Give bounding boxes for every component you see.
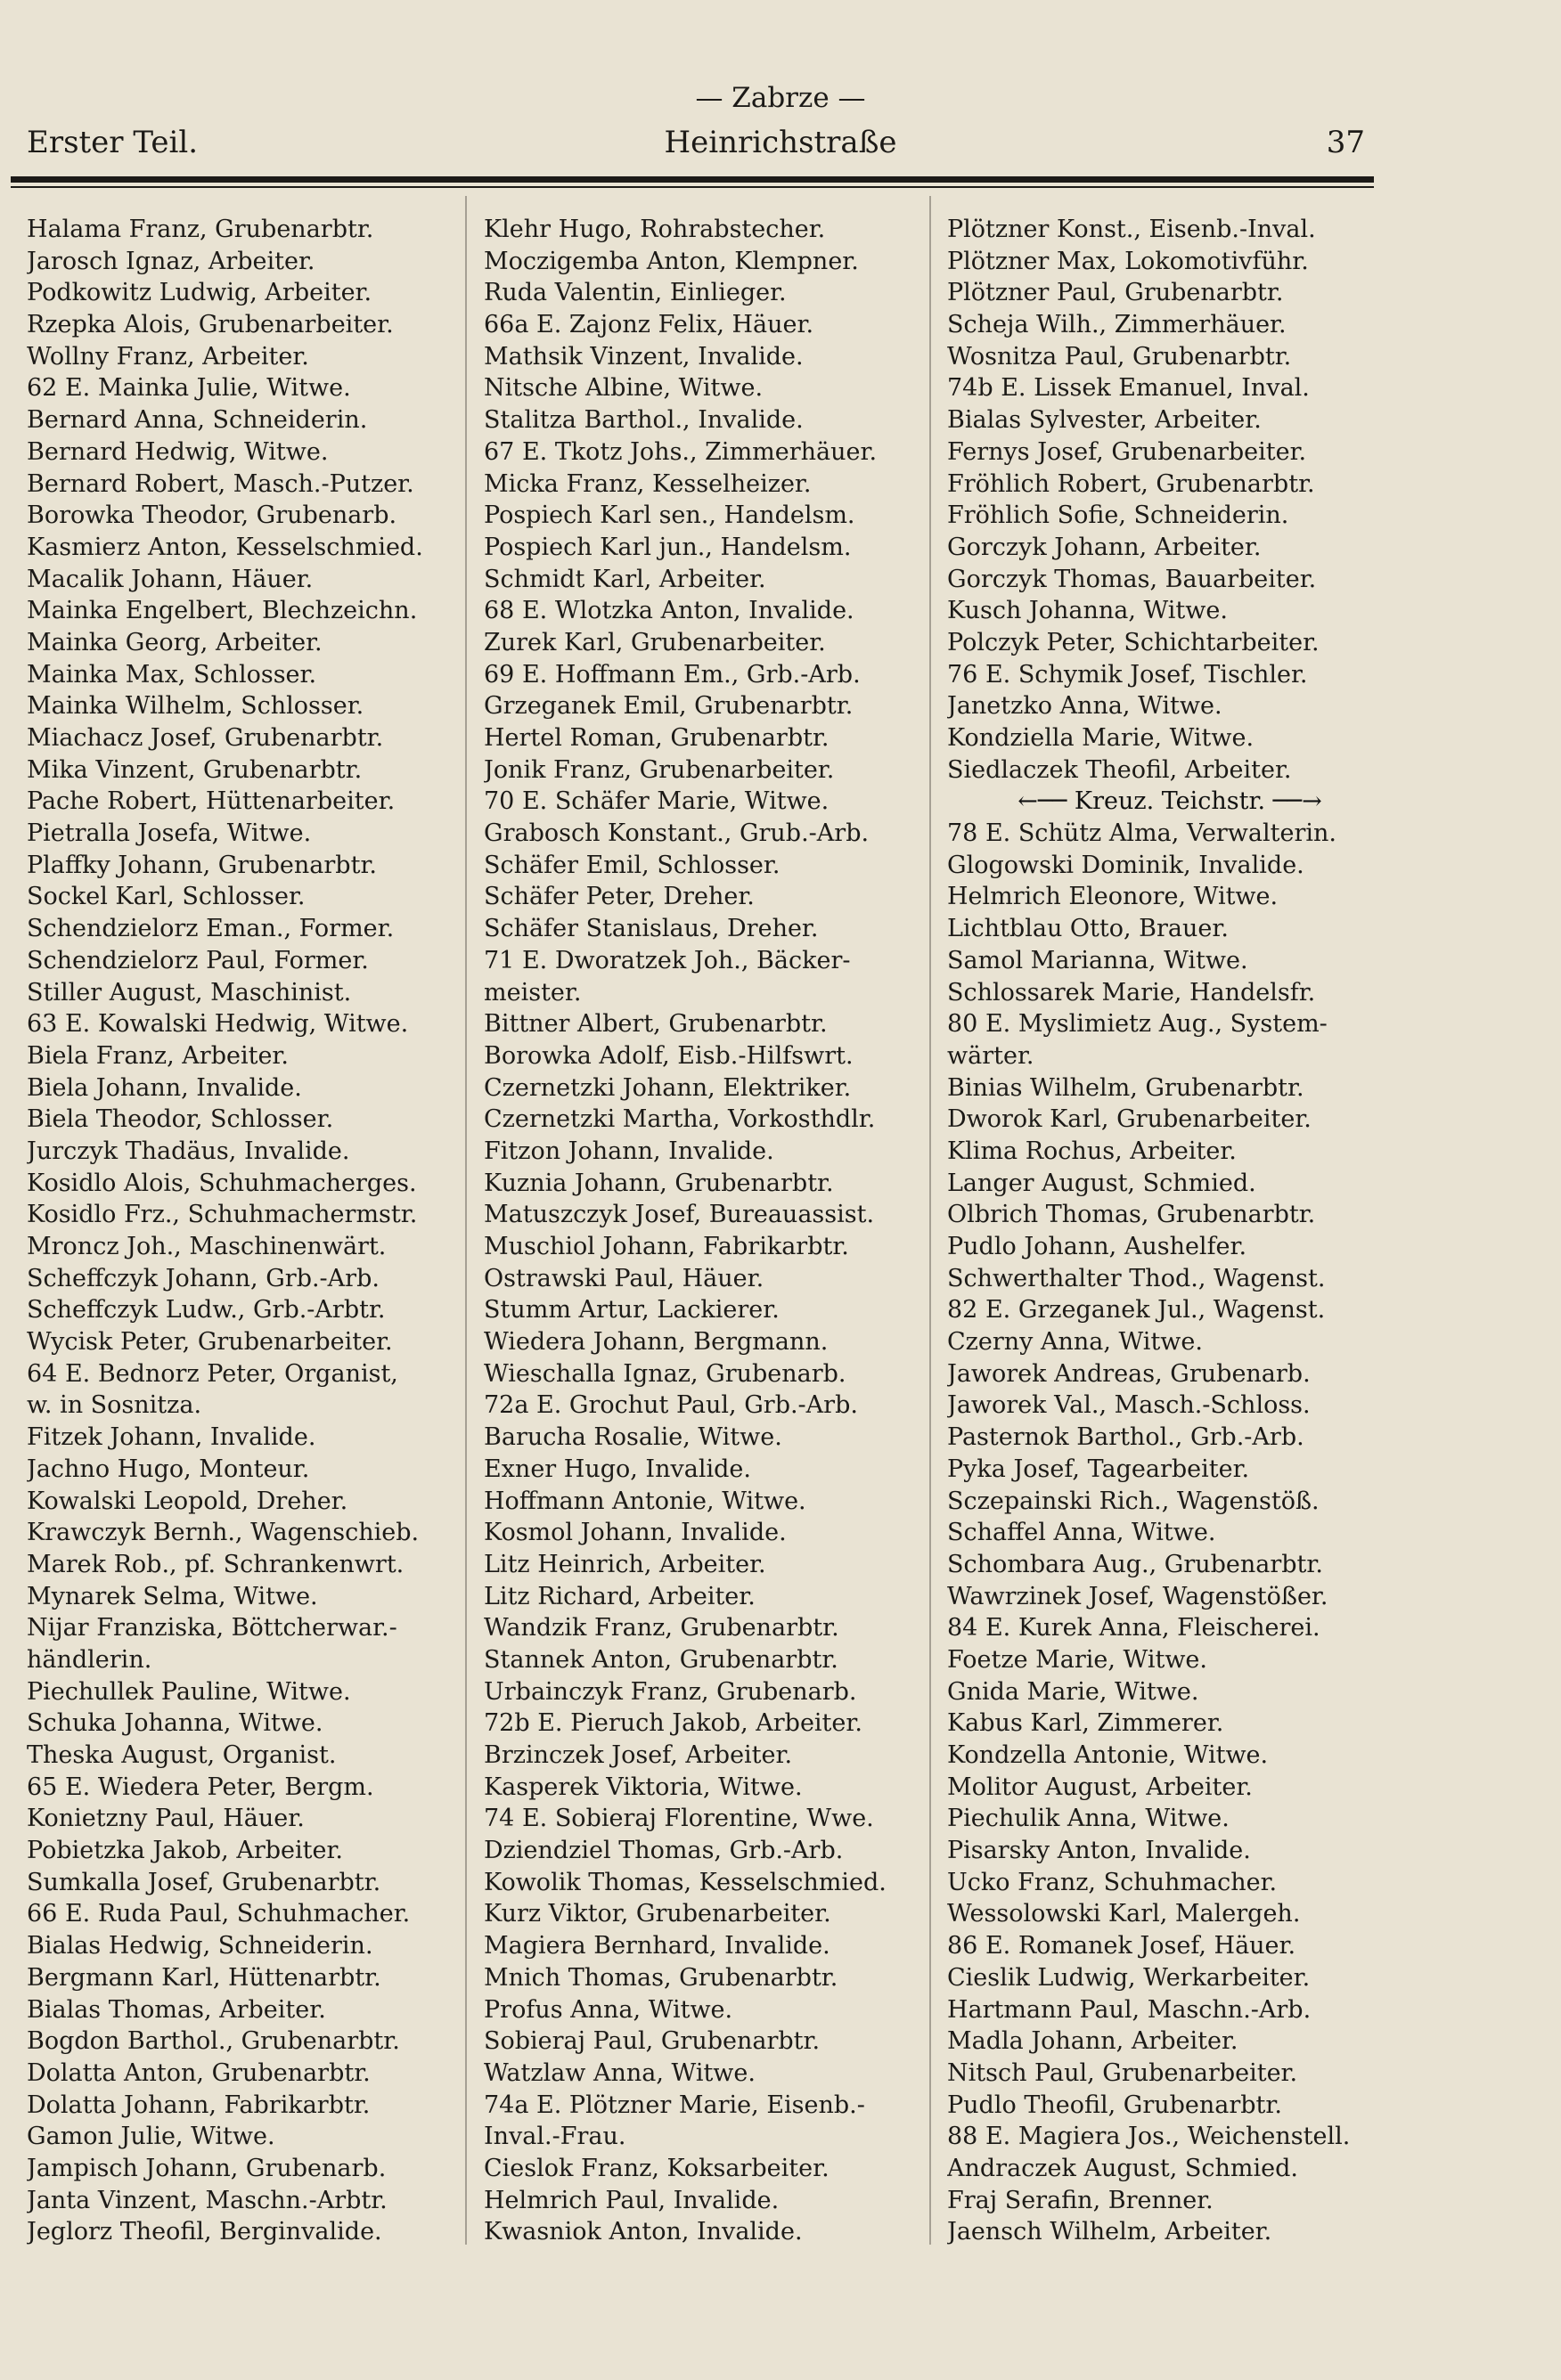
directory-entry: 78 E. Schütz Alma, Verwalterin.: [947, 819, 1336, 848]
directory-entry: Foetze Marie, Witwe.: [947, 1645, 1207, 1674]
directory-entry: Jonik Franz, Grubenarbeiter.: [484, 755, 835, 784]
directory-entry: Dolatta Anton, Grubenarbtr.: [27, 2058, 371, 2087]
directory-entry: Kosmol Johann, Invalide.: [484, 1519, 787, 1547]
directory-entry: Hertel Roman, Grubenarbtr.: [484, 724, 830, 752]
directory-entry: Jarosch Ignaz, Arbeiter.: [27, 247, 315, 275]
directory-entry: Olbrich Thomas, Grubenarbtr.: [947, 1201, 1316, 1229]
directory-entry: Wiedera Johann, Bergmann.: [484, 1328, 829, 1357]
directory-entry: Schwerthalter Thod., Wagenst.: [947, 1264, 1326, 1292]
directory-entry: Gorczyk Johann, Arbeiter.: [947, 533, 1262, 561]
column-divider: [929, 196, 931, 2245]
directory-entry: Kwasniok Anton, Invalide.: [484, 2218, 803, 2246]
directory-entry: Mainka Wilhelm, Schlosser.: [27, 692, 364, 721]
directory-entry: 66 E. Ruda Paul, Schuhmacher.: [27, 1900, 411, 1928]
directory-entry: Scheffczyk Ludw., Grb.-Arbtr.: [27, 1296, 386, 1324]
directory-entry: Binias Wilhelm, Grubenarbtr.: [947, 1073, 1304, 1102]
directory-entry: Kurz Viktor, Grubenarbeiter.: [484, 1900, 831, 1928]
directory-entry: Magiera Bernhard, Invalide.: [484, 1932, 830, 1960]
directory-entry: Schendzielorz Paul, Former.: [27, 946, 369, 974]
directory-entry: 70 E. Schäfer Marie, Witwe.: [484, 787, 830, 816]
directory-entry: Schäfer Stanislaus, Dreher.: [484, 915, 819, 943]
directory-entry: Inval.-Frau.: [484, 2123, 626, 2151]
directory-entry: Janta Vinzent, Maschn.-Arbtr.: [27, 2186, 388, 2214]
directory-entry: Piechulik Anna, Witwe.: [947, 1805, 1230, 1833]
directory-entry: Hoffmann Antonie, Witwe.: [484, 1487, 806, 1515]
directory-entry: Stalitza Barthol., Invalide.: [484, 406, 804, 435]
directory-entry: Biela Theodor, Schlosser.: [27, 1105, 334, 1134]
directory-entry: Profus Anna, Witwe.: [484, 1995, 733, 2024]
directory-entry: Schäfer Emil, Schlosser.: [484, 851, 780, 879]
directory-entry: Plötzner Paul, Grubenarbtr.: [947, 279, 1284, 307]
directory-entry: Kuznia Johann, Grubenarbtr.: [484, 1169, 834, 1197]
directory-entry: Gamon Julie, Witwe.: [27, 2123, 275, 2151]
directory-entry: Kowolik Thomas, Kesselschmied.: [484, 1868, 887, 1896]
directory-entry: Siedlaczek Theofil, Arbeiter.: [947, 755, 1292, 784]
directory-entry: Madla Johann, Arbeiter.: [947, 2027, 1238, 2056]
directory-entry: Helmrich Paul, Invalide.: [484, 2186, 780, 2214]
directory-entry: Schmidt Karl, Arbeiter.: [484, 565, 766, 593]
directory-entry: 68 E. Wlotzka Anton, Invalide.: [484, 597, 854, 625]
directory-entry: Kabus Karl, Zimmerer.: [947, 1709, 1224, 1738]
directory-entry: Pasternok Barthol., Grb.-Arb.: [947, 1423, 1304, 1452]
directory-entry: Fröhlich Sofie, Schneiderin.: [947, 501, 1289, 530]
directory-entry: Konietzny Paul, Häuer.: [27, 1805, 305, 1833]
directory-entry: Plaffky Johann, Grubenarbtr.: [27, 851, 377, 879]
directory-entry: Schuka Johanna, Witwe.: [27, 1709, 323, 1738]
directory-entry: Kondzella Antonie, Witwe.: [947, 1741, 1269, 1769]
directory-entry: Kosidlo Alois, Schuhmacherges.: [27, 1169, 417, 1197]
directory-entry: Macalik Johann, Häuer.: [27, 565, 314, 593]
directory-entry: Miachacz Josef, Grubenarbtr.: [27, 724, 384, 752]
directory-entry: Ucko Franz, Schuhmacher.: [947, 1868, 1278, 1896]
directory-entry: Pudlo Johann, Aushelfer.: [947, 1233, 1247, 1260]
directory-entry: Muschiol Johann, Fabrikarbtr.: [484, 1233, 849, 1260]
directory-entry: Czerny Anna, Witwe.: [947, 1328, 1203, 1357]
directory-entry: Klima Rochus, Arbeiter.: [947, 1137, 1237, 1165]
directory-entry: Piechullek Pauline, Witwe.: [27, 1677, 351, 1706]
directory-entry: 74b E. Lissek Emanuel, Inval.: [947, 374, 1310, 403]
directory-entry: Schombara Aug., Grubenarbtr.: [947, 1550, 1323, 1578]
directory-entry: Molitor August, Arbeiter.: [947, 1773, 1253, 1801]
directory-entry: Litz Heinrich, Arbeiter.: [484, 1550, 766, 1578]
street-name: Heinrichstraße: [664, 125, 897, 160]
directory-column-3: [947, 214, 1393, 2248]
directory-entry: Wessolowski Karl, Malergeh.: [947, 1900, 1301, 1928]
directory-entry: 72b E. Pieruch Jakob, Arbeiter.: [484, 1709, 862, 1738]
directory-entry: Kasperek Viktoria, Witwe.: [484, 1773, 803, 1801]
directory-entry: Hartmann Paul, Maschn.-Arb.: [947, 1995, 1312, 2024]
directory-entry: Fraj Serafin, Brenner.: [947, 2186, 1214, 2214]
directory-entry: Zurek Karl, Grubenarbeiter.: [484, 628, 826, 656]
directory-entry: Pache Robert, Hüttenarbeiter.: [27, 787, 396, 816]
directory-entry: Cieslok Franz, Koksarbeiter.: [484, 2154, 830, 2182]
directory-entry: Schäfer Peter, Dreher.: [484, 883, 755, 911]
directory-entry: Wosnitza Paul, Grubenarbtr.: [947, 342, 1292, 371]
directory-entry: Dolatta Johann, Fabrikarbtr.: [27, 2091, 371, 2119]
header-rule-thin: [11, 186, 1374, 188]
directory-entry: Jachno Hugo, Monteur.: [27, 1455, 310, 1483]
directory-entry: Mainka Max, Schlosser.: [27, 660, 317, 689]
directory-entry: Jaensch Wilhelm, Arbeiter.: [947, 2218, 1272, 2246]
directory-entry: Plötzner Max, Lokomotivführ.: [947, 247, 1309, 275]
directory-entry: Fröhlich Robert, Grubenarbtr.: [947, 469, 1315, 498]
directory-entry: Pietralla Josefa, Witwe.: [27, 819, 312, 848]
directory-entry: 64 E. Bednorz Peter, Organist,: [27, 1359, 398, 1388]
directory-entry: Micka Franz, Kesselheizer.: [484, 469, 812, 498]
directory-entry: 67 E. Tkotz Johs., Zimmerhäuer.: [484, 437, 878, 466]
directory-entry: Dziendziel Thomas, Grb.-Arb.: [484, 1837, 844, 1865]
directory-entry: Brzinczek Josef, Arbeiter.: [484, 1741, 793, 1769]
directory-entry: händlerin.: [27, 1645, 152, 1674]
directory-entry: Kosidlo Frz., Schuhmachermstr.: [27, 1201, 418, 1229]
directory-entry: Stumm Artur, Lackierer.: [484, 1296, 780, 1324]
street-crossing-marker: ←── Kreuz. Teichstr. ──→: [1018, 787, 1322, 816]
town-name: — Zabrze —: [695, 82, 866, 114]
directory-entry: Mainka Georg, Arbeiter.: [27, 628, 323, 656]
directory-entry: Watzlaw Anna, Witwe.: [484, 2058, 756, 2087]
directory-entry: Kusch Johanna, Witwe.: [947, 597, 1228, 625]
directory-entry: w. in Sosnitza.: [27, 1391, 202, 1420]
directory-entry: Mika Vinzent, Grubenarbtr.: [27, 755, 363, 784]
directory-entry: Pospiech Karl jun., Handelsm.: [484, 533, 852, 561]
directory-entry: Marek Rob., pf. Schrankenwrt.: [27, 1550, 405, 1578]
directory-entry: Plötzner Konst., Eisenb.-Inval.: [947, 216, 1316, 243]
directory-column-2: [484, 214, 929, 2248]
directory-entry: Fitzek Johann, Invalide.: [27, 1423, 316, 1452]
directory-entry: meister.: [484, 978, 582, 1007]
directory-entry: 74a E. Plötzner Marie, Eisenb.-: [484, 2091, 865, 2119]
directory-entry: Fernys Josef, Grubenarbeiter.: [947, 437, 1307, 466]
directory-entry: Glogowski Dominik, Invalide.: [947, 851, 1304, 879]
directory-entry: Mathsik Vinzent, Invalide.: [484, 342, 804, 371]
directory-entry: Nijar Franziska, Böttcherwar.-: [27, 1614, 397, 1642]
directory-entry: Janetzko Anna, Witwe.: [947, 692, 1222, 721]
directory-entry: Nitsche Albine, Witwe.: [484, 374, 764, 403]
directory-entry: Nitsch Paul, Grubenarbeiter.: [947, 2058, 1298, 2087]
directory-entry: Moczigemba Anton, Klempner.: [484, 247, 859, 275]
directory-entry: Gorczyk Thomas, Bauarbeiter.: [947, 565, 1317, 593]
directory-entry: Bergmann Karl, Hüttenarbtr.: [27, 1963, 381, 1992]
directory-entry: Ruda Valentin, Einlieger.: [484, 279, 787, 307]
part-label: Erster Teil.: [27, 125, 199, 160]
page-header: [0, 0, 1561, 187]
directory-entry: Pobietzka Jakob, Arbeiter.: [27, 1837, 343, 1865]
directory-entry: Schaffel Anna, Witwe.: [947, 1519, 1216, 1547]
directory-entry: Czernetzki Martha, Vorkosthdlr.: [484, 1105, 876, 1134]
directory-entry: Podkowitz Ludwig, Arbeiter.: [27, 279, 372, 307]
directory-entry: Pudlo Theofil, Grubenarbtr.: [947, 2091, 1282, 2119]
directory-entry: Scheja Wilh., Zimmerhäuer.: [947, 311, 1287, 339]
directory-entry: Stiller August, Maschinist.: [27, 978, 352, 1007]
directory-entry: Stannek Anton, Grubenarbtr.: [484, 1645, 838, 1674]
directory-entry: Exner Hugo, Invalide.: [484, 1455, 751, 1483]
directory-entry: Andraczek August, Schmied.: [947, 2154, 1298, 2182]
directory-entry: Bogdon Barthol., Grubenarbtr.: [27, 2027, 400, 2056]
directory-entry: Rzepka Alois, Grubenarbeiter.: [27, 311, 394, 339]
directory-entry: Mynarek Selma, Witwe.: [27, 1582, 318, 1610]
directory-entry: Bialas Thomas, Arbeiter.: [27, 1995, 326, 2024]
directory-entry: Wawrzinek Josef, Wagenstößer.: [947, 1582, 1328, 1610]
header-rule-thick: [11, 176, 1374, 183]
directory-entry: Polczyk Peter, Schichtarbeiter.: [947, 628, 1320, 656]
directory-entry: Bialas Hedwig, Schneiderin.: [27, 1932, 373, 1960]
directory-entry: Jurczyk Thadäus, Invalide.: [27, 1137, 350, 1165]
directory-entry: Mnich Thomas, Grubenarbtr.: [484, 1963, 838, 1992]
directory-entry: 86 E. Romanek Josef, Häuer.: [947, 1932, 1296, 1960]
directory-entry: 66a E. Zajonz Felix, Häuer.: [484, 311, 814, 339]
directory-entry: Wycisk Peter, Grubenarbeiter.: [27, 1328, 393, 1357]
directory-entry: 84 E. Kurek Anna, Fleischerei.: [947, 1614, 1320, 1642]
directory-entry: Bernard Anna, Schneiderin.: [27, 406, 368, 435]
directory-entry: Helmrich Eleonore, Witwe.: [947, 883, 1279, 911]
directory-entry: Jeglorz Theofil, Berginvalide.: [27, 2218, 382, 2246]
directory-entry: Wieschalla Ignaz, Grubenarb.: [484, 1359, 846, 1388]
directory-entry: Pyka Josef, Tagearbeiter.: [947, 1455, 1250, 1483]
directory-entry: Bittner Albert, Grubenarbtr.: [484, 1010, 828, 1039]
directory-entry: Sczepainski Rich., Wagenstöß.: [947, 1487, 1320, 1515]
directory-entry: Samol Marianna, Witwe.: [947, 946, 1248, 974]
directory-entry: 62 E. Mainka Julie, Witwe.: [27, 374, 351, 403]
directory-entry: 69 E. Hoffmann Em., Grb.-Arb.: [484, 660, 861, 689]
directory-entry: 76 E. Schymik Josef, Tischler.: [947, 660, 1308, 689]
directory-entry: 80 E. Myslimietz Aug., System-: [947, 1010, 1328, 1039]
directory-entry: Borowka Adolf, Eisb.-Hilfswrt.: [484, 1041, 854, 1070]
directory-entry: Wandzik Franz, Grubenarbtr.: [484, 1614, 839, 1642]
directory-entry: Jaworek Val., Masch.-Schloss.: [947, 1391, 1311, 1420]
directory-entry: Urbainczyk Franz, Grubenarb.: [484, 1677, 857, 1706]
directory-entry: Gnida Marie, Witwe.: [947, 1677, 1199, 1706]
directory-entry: Kowalski Leopold, Dreher.: [27, 1487, 348, 1515]
directory-entry: Dworok Karl, Grubenarbeiter.: [947, 1105, 1312, 1134]
directory-entry: 82 E. Grzeganek Jul., Wagenst.: [947, 1296, 1326, 1324]
directory-entry: Schendzielorz Eman., Former.: [27, 915, 395, 943]
directory-entry: Grabosch Konstant., Grub.-Arb.: [484, 819, 870, 848]
directory-entry: Matuszczyk Josef, Bureauassist.: [484, 1201, 875, 1229]
directory-entry: Czernetzki Johann, Elektriker.: [484, 1073, 852, 1102]
directory-entry: Biela Johann, Invalide.: [27, 1073, 302, 1102]
directory-entry: Ostrawski Paul, Häuer.: [484, 1264, 764, 1292]
directory-entry: Schlossarek Marie, Handelsfr.: [947, 978, 1316, 1007]
directory-entry: Langer August, Schmied.: [947, 1169, 1256, 1197]
directory-entry: Borowka Theodor, Grubenarb.: [27, 501, 397, 530]
directory-entry: 72a E. Grochut Paul, Grb.-Arb.: [484, 1391, 858, 1420]
directory-entry: Sumkalla Josef, Grubenarbtr.: [27, 1868, 381, 1896]
directory-entry: Cieslik Ludwig, Werkarbeiter.: [947, 1963, 1311, 1992]
directory-entry: 71 E. Dworatzek Joh., Bäcker-: [484, 946, 851, 974]
directory-entry: Litz Richard, Arbeiter.: [484, 1582, 756, 1610]
directory-entry: Barucha Rosalie, Witwe.: [484, 1423, 782, 1452]
directory-entry: Krawczyk Bernh., Wagenschieb.: [27, 1519, 420, 1547]
directory-entry: Lichtblau Otto, Brauer.: [947, 915, 1229, 943]
directory-entry: Jaworek Andreas, Grubenarb.: [947, 1359, 1311, 1388]
directory-entry: Sockel Karl, Schlosser.: [27, 883, 306, 911]
directory-column-1: [27, 214, 472, 2248]
directory-entry: Mainka Engelbert, Blechzeichn.: [27, 597, 418, 625]
directory-entry: Jampisch Johann, Grubenarb.: [27, 2154, 387, 2182]
directory-entry: Fitzon Johann, Invalide.: [484, 1137, 774, 1165]
directory-entry: Theska August, Organist.: [27, 1741, 337, 1769]
directory-entry: Wollny Franz, Arbeiter.: [27, 342, 309, 371]
directory-entry: Klehr Hugo, Rohrabstecher.: [484, 216, 826, 243]
directory-entry: Bialas Sylvester, Arbeiter.: [947, 406, 1262, 435]
page-number: 37: [1326, 125, 1365, 160]
directory-entry: Kondziella Marie, Witwe.: [947, 724, 1255, 752]
directory-entry: Bernard Robert, Masch.-Putzer.: [27, 469, 414, 498]
directory-entry: Biela Franz, Arbeiter.: [27, 1041, 289, 1070]
directory-entry: 74 E. Sobieraj Florentine, Wwe.: [484, 1805, 874, 1833]
directory-entry: Pisarsky Anton, Invalide.: [947, 1837, 1251, 1865]
directory-entry: Halama Franz, Grubenarbtr.: [27, 216, 374, 243]
directory-entry: Kasmierz Anton, Kesselschmied.: [27, 533, 423, 561]
directory-entry: Sobieraj Paul, Grubenarbtr.: [484, 2027, 821, 2056]
directory-entry: wärter.: [947, 1041, 1034, 1070]
directory-entry: 88 E. Magiera Jos., Weichenstell.: [947, 2123, 1351, 2151]
directory-entry: Scheffczyk Johann, Grb.-Arb.: [27, 1264, 380, 1292]
directory-entry: Grzeganek Emil, Grubenarbtr.: [484, 692, 854, 721]
directory-entry: 65 E. Wiedera Peter, Bergm.: [27, 1773, 374, 1801]
directory-entry: 63 E. Kowalski Hedwig, Witwe.: [27, 1010, 409, 1039]
directory-entry: Bernard Hedwig, Witwe.: [27, 437, 329, 466]
directory-entry: Mroncz Joh., Maschinenwärt.: [27, 1233, 387, 1260]
directory-entry: Pospiech Karl sen., Handelsm.: [484, 501, 855, 530]
